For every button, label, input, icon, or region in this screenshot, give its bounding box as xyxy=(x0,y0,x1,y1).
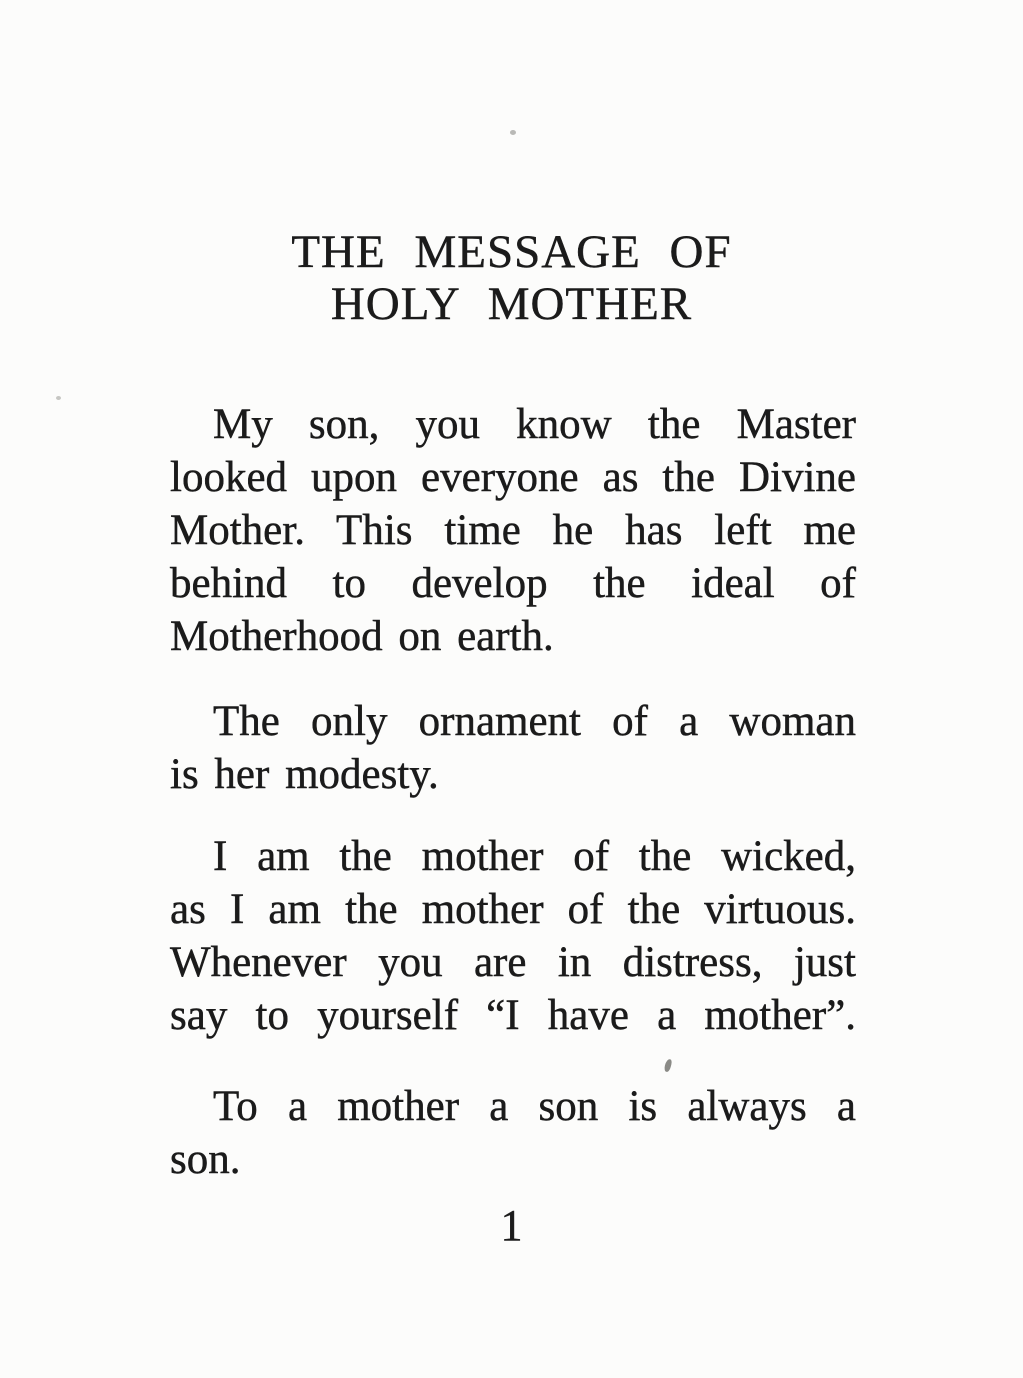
page-title-line-2: HOLY MOTHER xyxy=(330,278,693,330)
text-line: Mother. This time he has left me xyxy=(170,507,856,554)
text-line: The only ornament of a woman xyxy=(213,698,856,745)
text-line: I am the mother of the wicked, xyxy=(213,833,856,880)
text-line: as I am the mother of the virtuous. xyxy=(170,886,856,933)
paragraph-3 xyxy=(170,830,856,1042)
text-line: is her modesty. xyxy=(170,751,439,798)
text-line: Whenever you are in distress, just xyxy=(170,939,856,986)
page-number: 1 xyxy=(500,1201,523,1250)
text-line: To a mother a son is always a xyxy=(213,1083,856,1130)
text-line: son. xyxy=(170,1136,241,1183)
scan-speck-mid xyxy=(664,1058,673,1072)
scan-speck-top xyxy=(510,130,516,135)
text-line: My son, you know the Master xyxy=(213,401,856,448)
paragraph-2 xyxy=(170,695,856,801)
scan-speck-left xyxy=(56,396,61,400)
text-line: behind to develop the ideal of xyxy=(170,560,856,607)
paragraph-1 xyxy=(170,398,856,663)
text-line: say to yourself “I have a mother”. xyxy=(170,992,856,1039)
text-line: looked upon everyone as the Divine xyxy=(170,454,856,501)
page-title xyxy=(0,226,1023,330)
text-line: Motherhood on earth. xyxy=(170,613,554,660)
paragraph-4 xyxy=(170,1080,856,1186)
page-title-line-1: THE MESSAGE OF xyxy=(291,226,732,278)
